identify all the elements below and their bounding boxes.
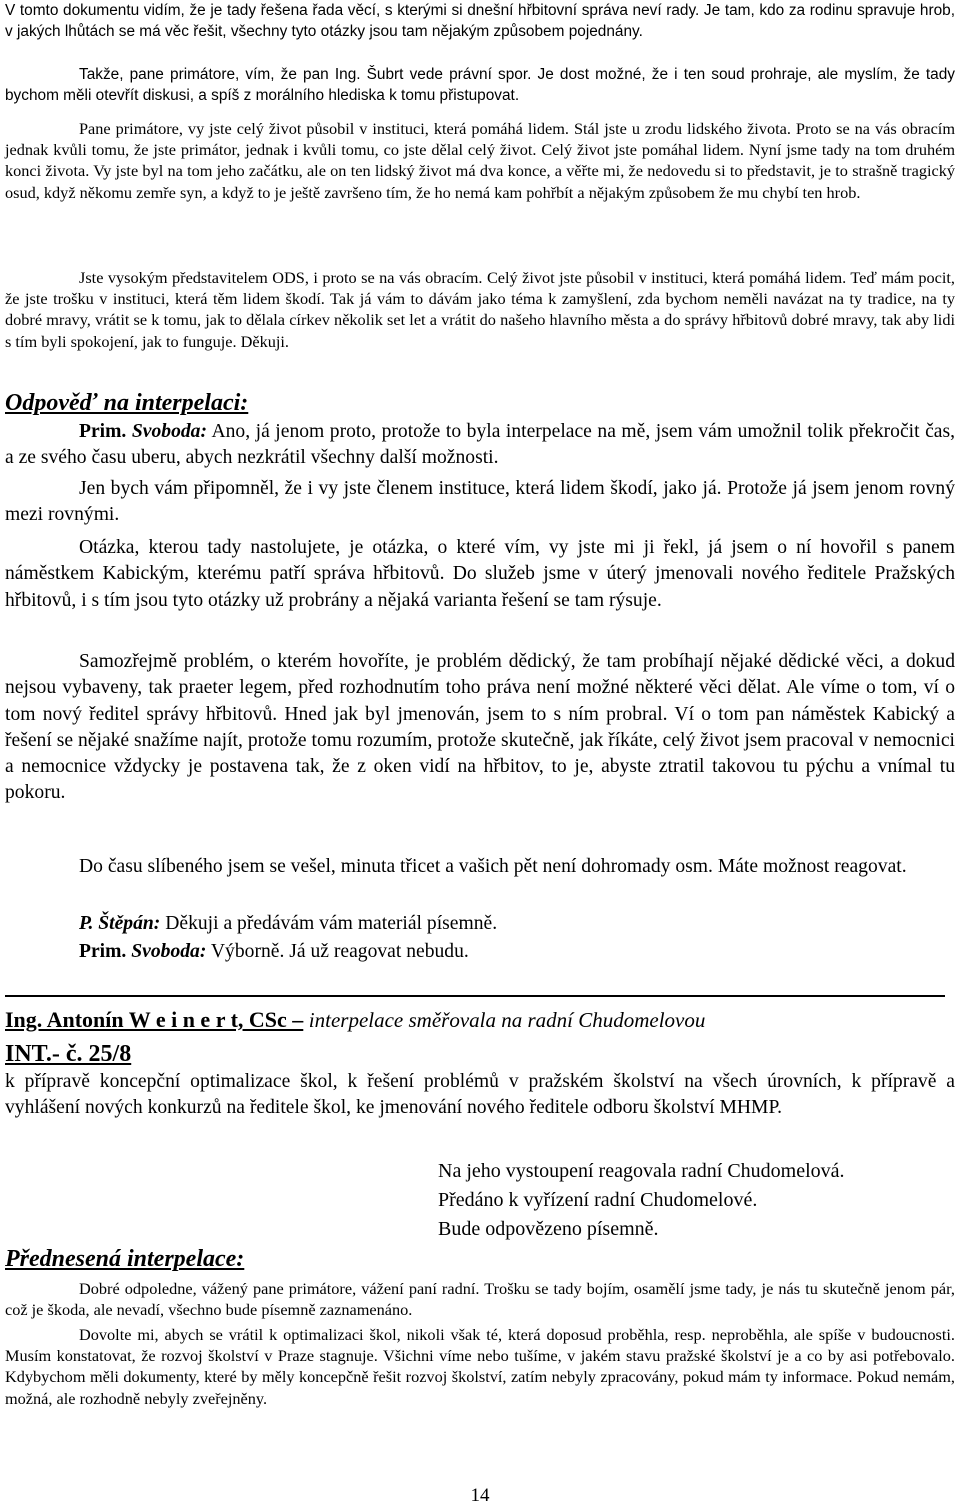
interpellation-title xyxy=(5,1006,705,1034)
answer-paragraph-3: Otázka, kterou tady nastolujete, je otázka, o které vím, vy jste mi ji řekl, já jsem o ní hovořil s panem náměstkem Kabickým, kterému patří správa hřbitovů. Do služeb jsme v úterý jmenovali nového ředitele Pražských hřbitovů, i s tím jsou tyto otázky už probrány a nějaká varianta řešení se tam rýsuje. xyxy=(5,537,955,611)
interpellation-number: INT.- č. 25/8 xyxy=(5,1041,132,1067)
speaker-name: Štěpán: xyxy=(98,913,161,934)
speaker-title: Prim. xyxy=(79,421,127,442)
speaker-name: Svoboda: xyxy=(131,941,207,962)
interpellation-author: Ing. Antonín W e i n e r t, CSc – xyxy=(5,1007,304,1032)
answer-paragraph-7 xyxy=(5,939,955,965)
answer-text-6: Děkuji a předávám vám materiál písemně. xyxy=(165,913,498,934)
answer-paragraph-5: Do času slíbeného jsem se vešel, minuta třicet a vašich pět není dohromady osm. Máte možnost reagovat. xyxy=(79,856,907,877)
answer-text-1: Ano, já jenom proto, protože to byla interpelace na mě, jsem vám umožnil tolik překročit čas, a ze svého času uberu, abych nezkrátil všechny další možnosti. xyxy=(5,421,955,469)
intro-paragraph-1: V tomto dokumentu vidím, že je tady řešena řada věcí, s kterými si dnešní hřbitovní správa neví rady. Je tam, kdo za rodinu spravuje hrob, v jakých lhůtách se má věc řešit, všechny tyto otázky jsou tam nějakým způsobem pojednány. xyxy=(5,2,955,41)
intro-paragraph-2: Takže, pane primátore, vím, že pan Ing. Šubrt vede právní spor. Je dost možné, že i ten soud prohraje, ale myslím, že tady bychom měli otevřít diskusi, a spíš z morálního hlediska k tomu přistupovat. xyxy=(5,66,955,105)
answer-paragraph-1 xyxy=(5,419,955,472)
status-reacted: Na jeho vystoupení reagovala radní Chudomelová. xyxy=(438,1160,845,1182)
delivered-paragraph-2: Dovolte mi, abych se vrátil k optimalizaci škol, nikoli však té, která doposud proběhla, resp. neproběhla, ale spíše v budoucnosti. Musím konstatovat, že rozvoj školství v Praze stagnuje. Všichni víme nebo tušíme, v jakém stavu pražské školství je a co by asi potřebovalo. Kdybychom měli dokumenty, které by měly koncepčně řešit rozvoj školství, zatím nebyly zpracovány, pokud mám ty informace. Pokud nemám, možná, ale rozhodně nebyly zveřejněny. xyxy=(5,1325,955,1408)
intro-paragraph-3: Pane primátore, vy jste celý život působil v instituci, která pomáhá lidem. Stál jste u zrodu lidského života. Proto se na vás obracím jednak kvůli tomu, že jste primátor, jednak i kvůli tomu, co jste dělal celý život. Celý život jste pomáhal lidem. Nyní jsme tady na tom druhém konci života. Vy jste byl na tom jeho začátku, ale on ten lidský život má dva konce, a věřte mi, že nedovedu si to představit, je to strašně tragický osud, když někomu zemře syn, a když to je ještě završeno tím, že ho nemá kam pohřbít a nějakým způsobem že mu chybí ten hrob. xyxy=(5,119,955,202)
intro-paragraph-4: Jste vysokým představitelem ODS, i proto se na vás obracím. Celý život jste působil v instituci, která pomáhá lidem. Teď mám pocit, že jste trošku v instituci, která těm lidem škodí. Tak já vám to dávám jako téma k zamyšlení, zda bychom neměli navázat na ty tradice, na ty dobré mravy, vrátit se k tomu, jak to dělala církev několik set let a vrátit do našeho hlavního města a do správy hřbitovů dobré mravy, tak aby lidi s tím byli spokojení, jak to funguje. Děkuji. xyxy=(5,268,955,351)
answer-paragraph-6 xyxy=(5,911,955,937)
page-number: 14 xyxy=(470,1485,490,1506)
interpellation-subject: k přípravě koncepční optimalizace škol, k řešení problémů v pražském školství na všech úrovních, k přípravě a vyhlášení nových konkurzů na ředitele škol, ke jmenování nového ředitele odboru školství MHMP. xyxy=(5,1071,955,1119)
answer-heading: Odpověď na interpelaci: xyxy=(5,390,249,416)
interpellation-subtitle: interpelace směřovala na radní Chudomelovou xyxy=(308,1008,706,1032)
speaker-svoboda-2 xyxy=(79,941,206,962)
speaker-title: P. xyxy=(79,913,94,934)
answer-paragraph-4: Samozřejmě problém, o kterém hovoříte, je problém dědický, že tam probíhají nějaké dědické věci, a dokud nejsou vybaveny, tak praeter legem, před rozhodnutím toho práva není možné některé věci dělat. Ale víme o tom, ví o tom nový ředitel správy hřbitovů. Hned jak byl jmenován, jsem to s ním probral. Ví o tom pan náměstek Kabický a řešení se nějaké snažíme najít, protože tomu rozumím, protože skutečně, jak říkáte, celý život jsem pracoval v nemocnici a nemocnice vždycky je postavena tak, že z oken vidí na hřbitov, to je, abyste ztratil takovou tu pýchu a vnímal tu pokoru. xyxy=(5,651,955,804)
speaker-name: Svoboda: xyxy=(131,421,207,442)
status-forwarded: Předáno k vyřízení radní Chudomelové. xyxy=(438,1189,758,1211)
speaker-stepan xyxy=(79,913,160,934)
answer-text-7: Výborně. Já už reagovat nebudu. xyxy=(210,941,469,962)
answer-paragraph-2: Jen bych vám připomněl, že i vy jste členem instituce, která lidem škodí, jako já. Protože já jsem jenom rovný mezi rovnými. xyxy=(5,478,955,526)
delivered-paragraph-1: Dobré odpoledne, vážený pane primátore, vážení paní radní. Trošku se tady bojím, osamělí jsme tady, je nás tu skutečně jenom pár, což je škoda, ale nevadí, všechno bude písemně zaznamenáno. xyxy=(5,1279,955,1320)
delivered-heading: Přednesená interpelace: xyxy=(5,1246,245,1272)
section-divider xyxy=(5,995,945,997)
speaker-svoboda-1 xyxy=(79,421,207,442)
status-written-answer: Bude odpovězeno písemně. xyxy=(438,1218,659,1240)
speaker-title: Prim. xyxy=(79,941,127,962)
